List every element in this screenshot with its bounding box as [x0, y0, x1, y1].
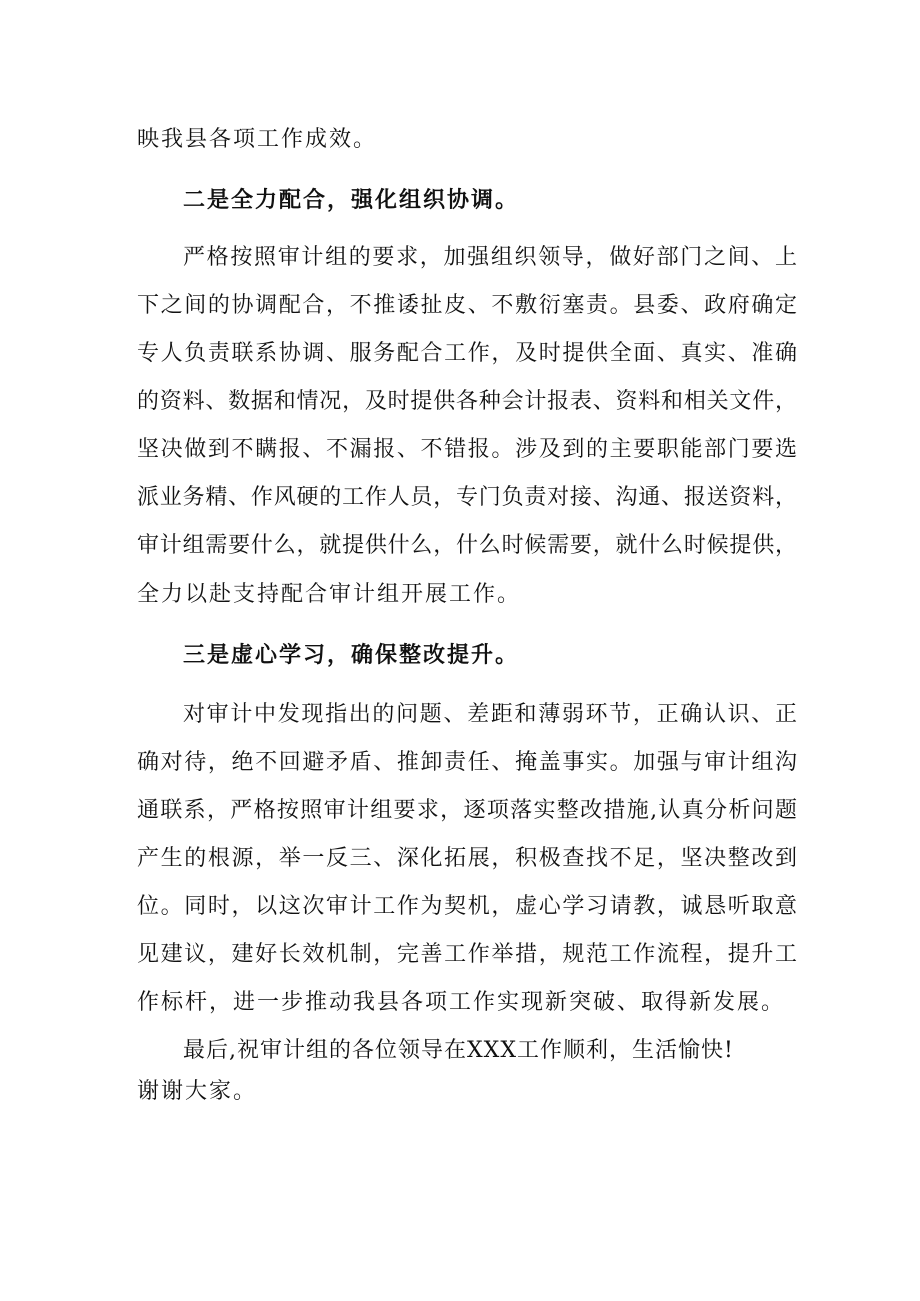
paragraph-line: 确对待，绝不回避矛盾、推卸责任、掩盖事实。加强与审计组沟: [137, 750, 797, 775]
paragraph-line: 见建议，建好长效机制，完善工作举措，规范工作流程，提升工: [137, 942, 797, 967]
paragraph-line: 派业务精、作风硬的工作人员，专门负责对接、沟通、报送资料，: [137, 485, 797, 510]
section-heading-3: 三是虚心学习，确保整改提升。: [183, 642, 520, 668]
closing-wish: 最后,祝审计组的各位领导在XXX工作顺利，生活愉快!: [183, 1038, 734, 1063]
paragraph-line: 位。同时，以这次审计工作为契机，虚心学习请教，诚恳听取意: [137, 894, 797, 919]
paragraph-line: 专人负责联系协调、服务配合工作，及时提供全面、真实、准确: [137, 341, 797, 366]
paragraph-line: 的资料、数据和情况，及时提供各种会计报表、资料和相关文件，: [137, 389, 797, 414]
continuation-line: 映我县各项工作成效。: [137, 127, 378, 152]
paragraph-line: 全力以赴支持配合审计组开展工作。: [137, 582, 522, 607]
paragraph-line: 坚决做到不瞒报、不漏报、不错报。涉及到的主要职能部门要选: [137, 437, 797, 462]
paragraph-line: 审计组需要什么，就提供什么，什么时候需要，就什么时候提供，: [137, 533, 797, 558]
section-heading-2: 二是全力配合，强化组织协调。: [183, 187, 520, 213]
closing-thanks: 谢谢大家。: [137, 1079, 258, 1104]
paragraph-line: 下之间的协调配合，不推诿扯皮、不敷衍塞责。县委、政府确定: [137, 293, 797, 318]
paragraph-line: 作标杆，进一步推动我县各项工作实现新突破、取得新发展。: [137, 990, 786, 1015]
paragraph-line: 通联系，严格按照审计组要求，逐项落实整改措施,认真分析问题: [137, 798, 797, 823]
paragraph-line: 对审计中发现指出的问题、差距和薄弱环节，正确认识、正: [183, 702, 797, 727]
paragraph-line: 严格按照审计组的要求，加强组织领导，做好部门之间、上: [183, 245, 797, 270]
paragraph-line: 产生的根源，举一反三、深化拓展，积极查找不足，坚决整改到: [137, 846, 797, 871]
